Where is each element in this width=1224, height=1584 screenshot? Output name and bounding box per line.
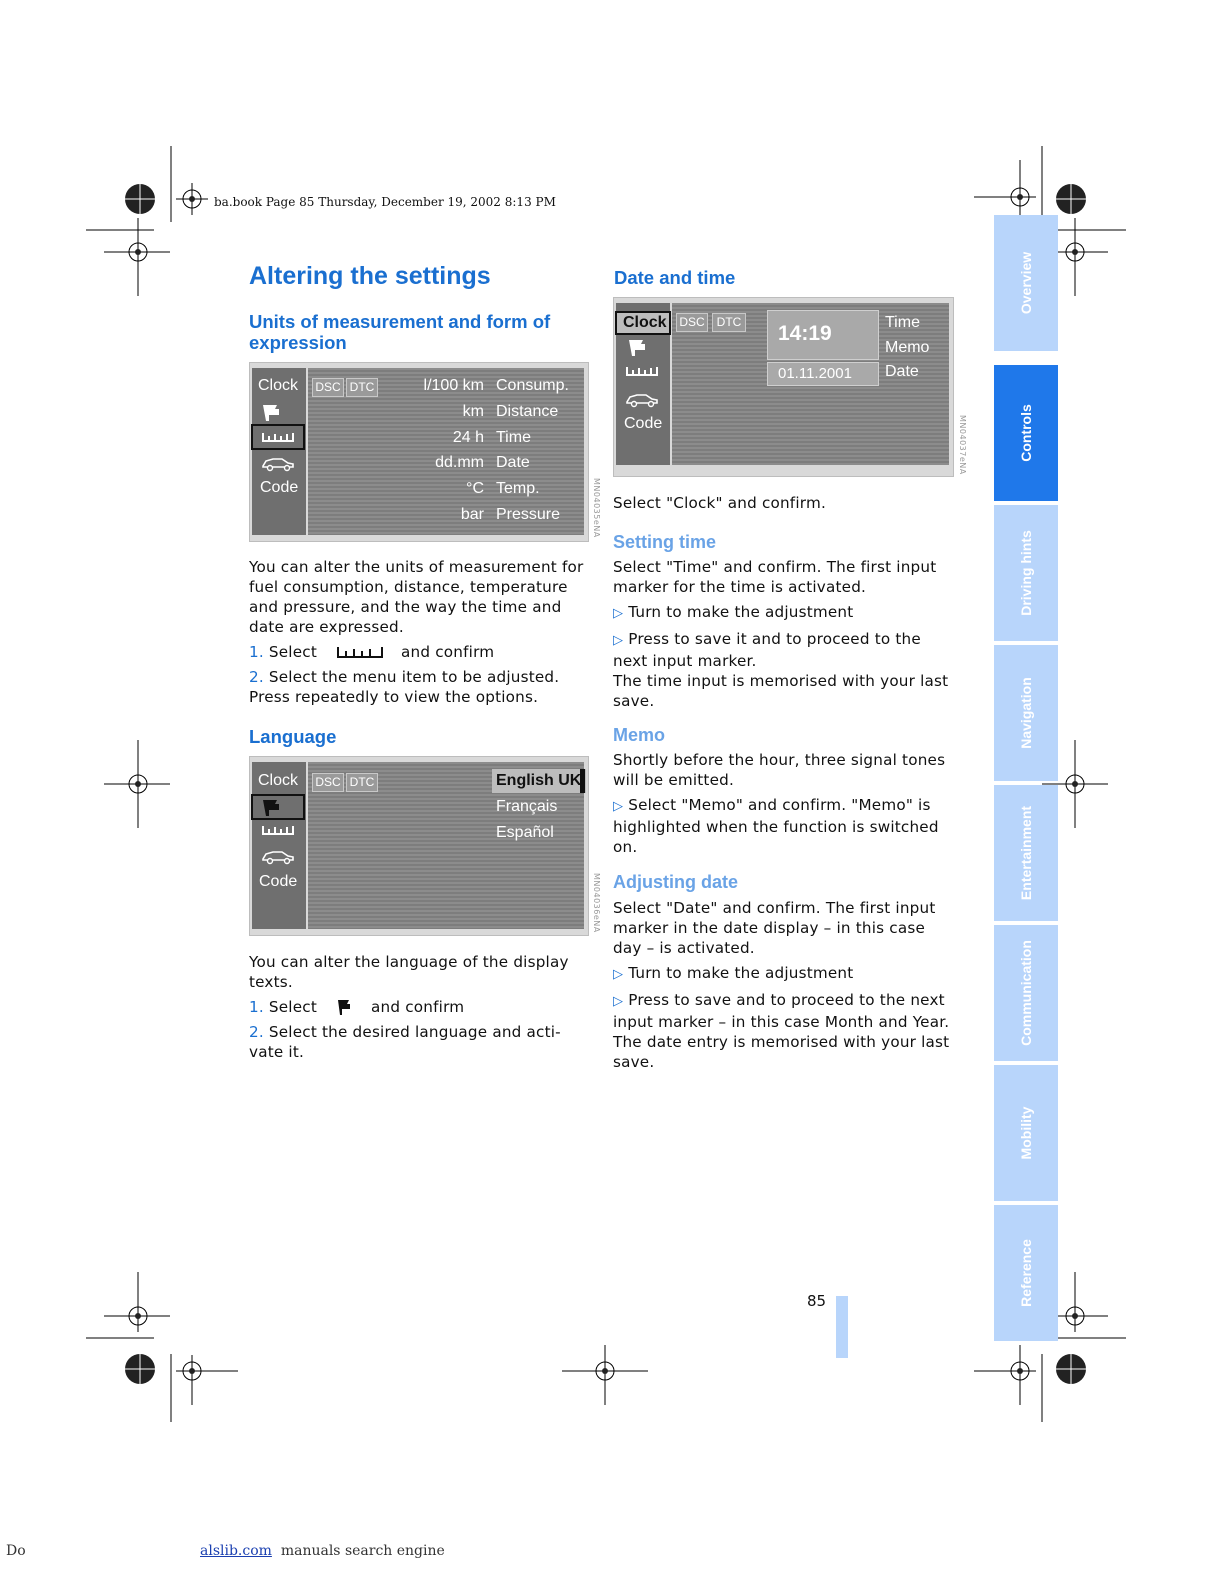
language-display-screen (249, 756, 589, 936)
datetime-menu-item: Date (885, 363, 919, 380)
footer-prefix: Do (6, 1543, 26, 1559)
time-value: 14:19 (778, 322, 832, 345)
footer-suffix: manuals search engine (280, 1543, 445, 1559)
triangle-bullet-icon: ▷ (613, 994, 624, 1009)
ruler-icon (261, 823, 295, 837)
car-icon (260, 454, 296, 472)
screen-code-label: Code (260, 479, 299, 496)
dsc-chip: DSC (312, 773, 344, 792)
screen-clock-label: Clock (623, 314, 667, 331)
units-display-screen (249, 362, 589, 542)
units-after: Press repeatedly to view the options. (249, 688, 539, 706)
datetime-menu-item: Memo (885, 339, 930, 356)
datetime-menu-item: Time (885, 314, 920, 331)
memo-bullet: ▷ Select "Memo" and confirm. "Memo" is highlighted when the function is switched on. (613, 796, 939, 856)
adjusting-date-intro: Select "Date" and confirm. The first input marker in the date display – in this case day – is activated. (613, 899, 936, 957)
date-value: 01.11.2001 (778, 365, 852, 382)
dtc-chip: DTC (712, 313, 746, 332)
settings-flag-icon (626, 336, 652, 358)
screen-clock-label: Clock (258, 377, 299, 394)
print-slug: ba.book Page 85 Thursday, December 19, 2002 8:13 PM (214, 195, 556, 209)
tab-controls[interactable]: Controls (994, 365, 1058, 501)
dsc-chip: DSC (676, 313, 708, 332)
screen-code-label: Code (259, 873, 298, 890)
unit-value: bar (460, 506, 484, 523)
units-heading: Units of measurement and form of expression (249, 311, 551, 353)
triangle-bullet-icon: ▷ (613, 967, 624, 982)
unit-value: 24 h (452, 429, 484, 446)
ruler-icon (625, 364, 659, 378)
triangle-bullet-icon: ▷ (613, 606, 624, 621)
language-option: Français (496, 798, 558, 815)
language-intro: You can alter the language of the display texts. (249, 953, 569, 991)
adjusting-date-heading: Adjusting date (613, 872, 738, 892)
setting-time-intro: Select "Time" and confirm. The first input marker for the time is activated. (613, 558, 937, 596)
settings-flag-icon (336, 998, 354, 1016)
tab-reference[interactable]: Reference (994, 1205, 1058, 1341)
triangle-bullet-icon: ▷ (613, 633, 624, 648)
adjusting-date-after: The date entry is memorised with your last save. (613, 1033, 950, 1071)
memo-intro: Shortly before the hour, three signal tones will be emitted. (613, 751, 946, 789)
footer (200, 1543, 445, 1559)
memo-heading: Memo (613, 725, 666, 745)
setting-time-heading: Setting time (613, 532, 717, 552)
adjusting-date-bullet: ▷ Press to save and to proceed to the next input marker – in this case Month and Year. (613, 991, 950, 1031)
ruler-icon (261, 430, 295, 444)
language-option: English UK (496, 772, 582, 789)
datetime-heading: Date and time (614, 267, 736, 288)
language-step-2: 2. Select the desired language and acti-vate it. (249, 1023, 561, 1061)
dtc-chip: DTC (346, 773, 378, 792)
image-code: MN04036eNA (592, 873, 601, 933)
units-body (249, 557, 589, 707)
screen-code-label: Code (624, 415, 663, 432)
unit-label: Date (496, 454, 530, 471)
page-number: 85 (807, 1292, 827, 1310)
adjusting-date-bullet: ▷ Turn to make the adjustment (613, 964, 854, 982)
unit-value: l/100 km (423, 377, 484, 394)
tab-overview[interactable]: Overview (994, 215, 1058, 351)
setting-time-bullet: ▷ Press to save it and to proceed to the next input marker. (613, 630, 921, 670)
dtc-chip: DTC (346, 378, 378, 397)
settings-flag-icon (260, 401, 286, 423)
unit-value: dd.mm (435, 454, 484, 471)
image-code: MN04037eNA (958, 415, 967, 475)
setting-time-body (613, 557, 958, 711)
settings-flag-icon (260, 796, 286, 818)
unit-value: km (462, 403, 484, 420)
screen-clock-label: Clock (258, 772, 299, 789)
unit-label: Time (496, 429, 531, 446)
units-step-1: 1. Select and confirm (249, 643, 495, 661)
tab-entertainment[interactable]: Entertainment (994, 785, 1058, 921)
memo-body (613, 750, 958, 857)
adjusting-date-body (613, 898, 958, 1072)
language-body (249, 952, 589, 1062)
setting-time-after: The time input is memorised with your last save. (613, 672, 949, 710)
image-code: MN04035eNA (592, 478, 601, 538)
triangle-bullet-icon: ▷ (613, 799, 624, 814)
car-icon (260, 847, 296, 865)
setting-time-bullet: ▷ Turn to make the adjustment (613, 603, 854, 621)
page-number-bar (836, 1296, 848, 1358)
units-intro: You can alter the units of measurement for fuel consumption, distance, temperature and pressure, and the way the time and date are expressed. (249, 558, 584, 636)
datetime-select: Select "Clock" and confirm. (613, 494, 826, 512)
unit-label: Consump. (496, 377, 569, 394)
footer-link[interactable]: alslib.com (200, 1543, 272, 1559)
units-step-2: 2. Select the menu item to be adjusted. (249, 668, 560, 686)
car-icon (624, 390, 660, 408)
tab-navigation[interactable]: Navigation (994, 645, 1058, 781)
datetime-display-screen (613, 297, 954, 477)
unit-label: Temp. (496, 480, 540, 497)
unit-label: Distance (496, 403, 559, 420)
dsc-chip: DSC (312, 378, 344, 397)
language-heading: Language (249, 726, 337, 747)
unit-label: Pressure (496, 506, 561, 523)
tab-communication[interactable]: Communication (994, 925, 1058, 1061)
page-title: Altering the settings (249, 262, 491, 290)
ruler-icon (336, 644, 384, 660)
language-step-1: 1. Select and confirm (249, 998, 465, 1016)
language-option: Español (496, 824, 554, 841)
tab-mobility[interactable]: Mobility (994, 1065, 1058, 1201)
unit-value: °C (466, 480, 484, 497)
tab-driving-hints[interactable]: Driving hints (994, 505, 1058, 641)
